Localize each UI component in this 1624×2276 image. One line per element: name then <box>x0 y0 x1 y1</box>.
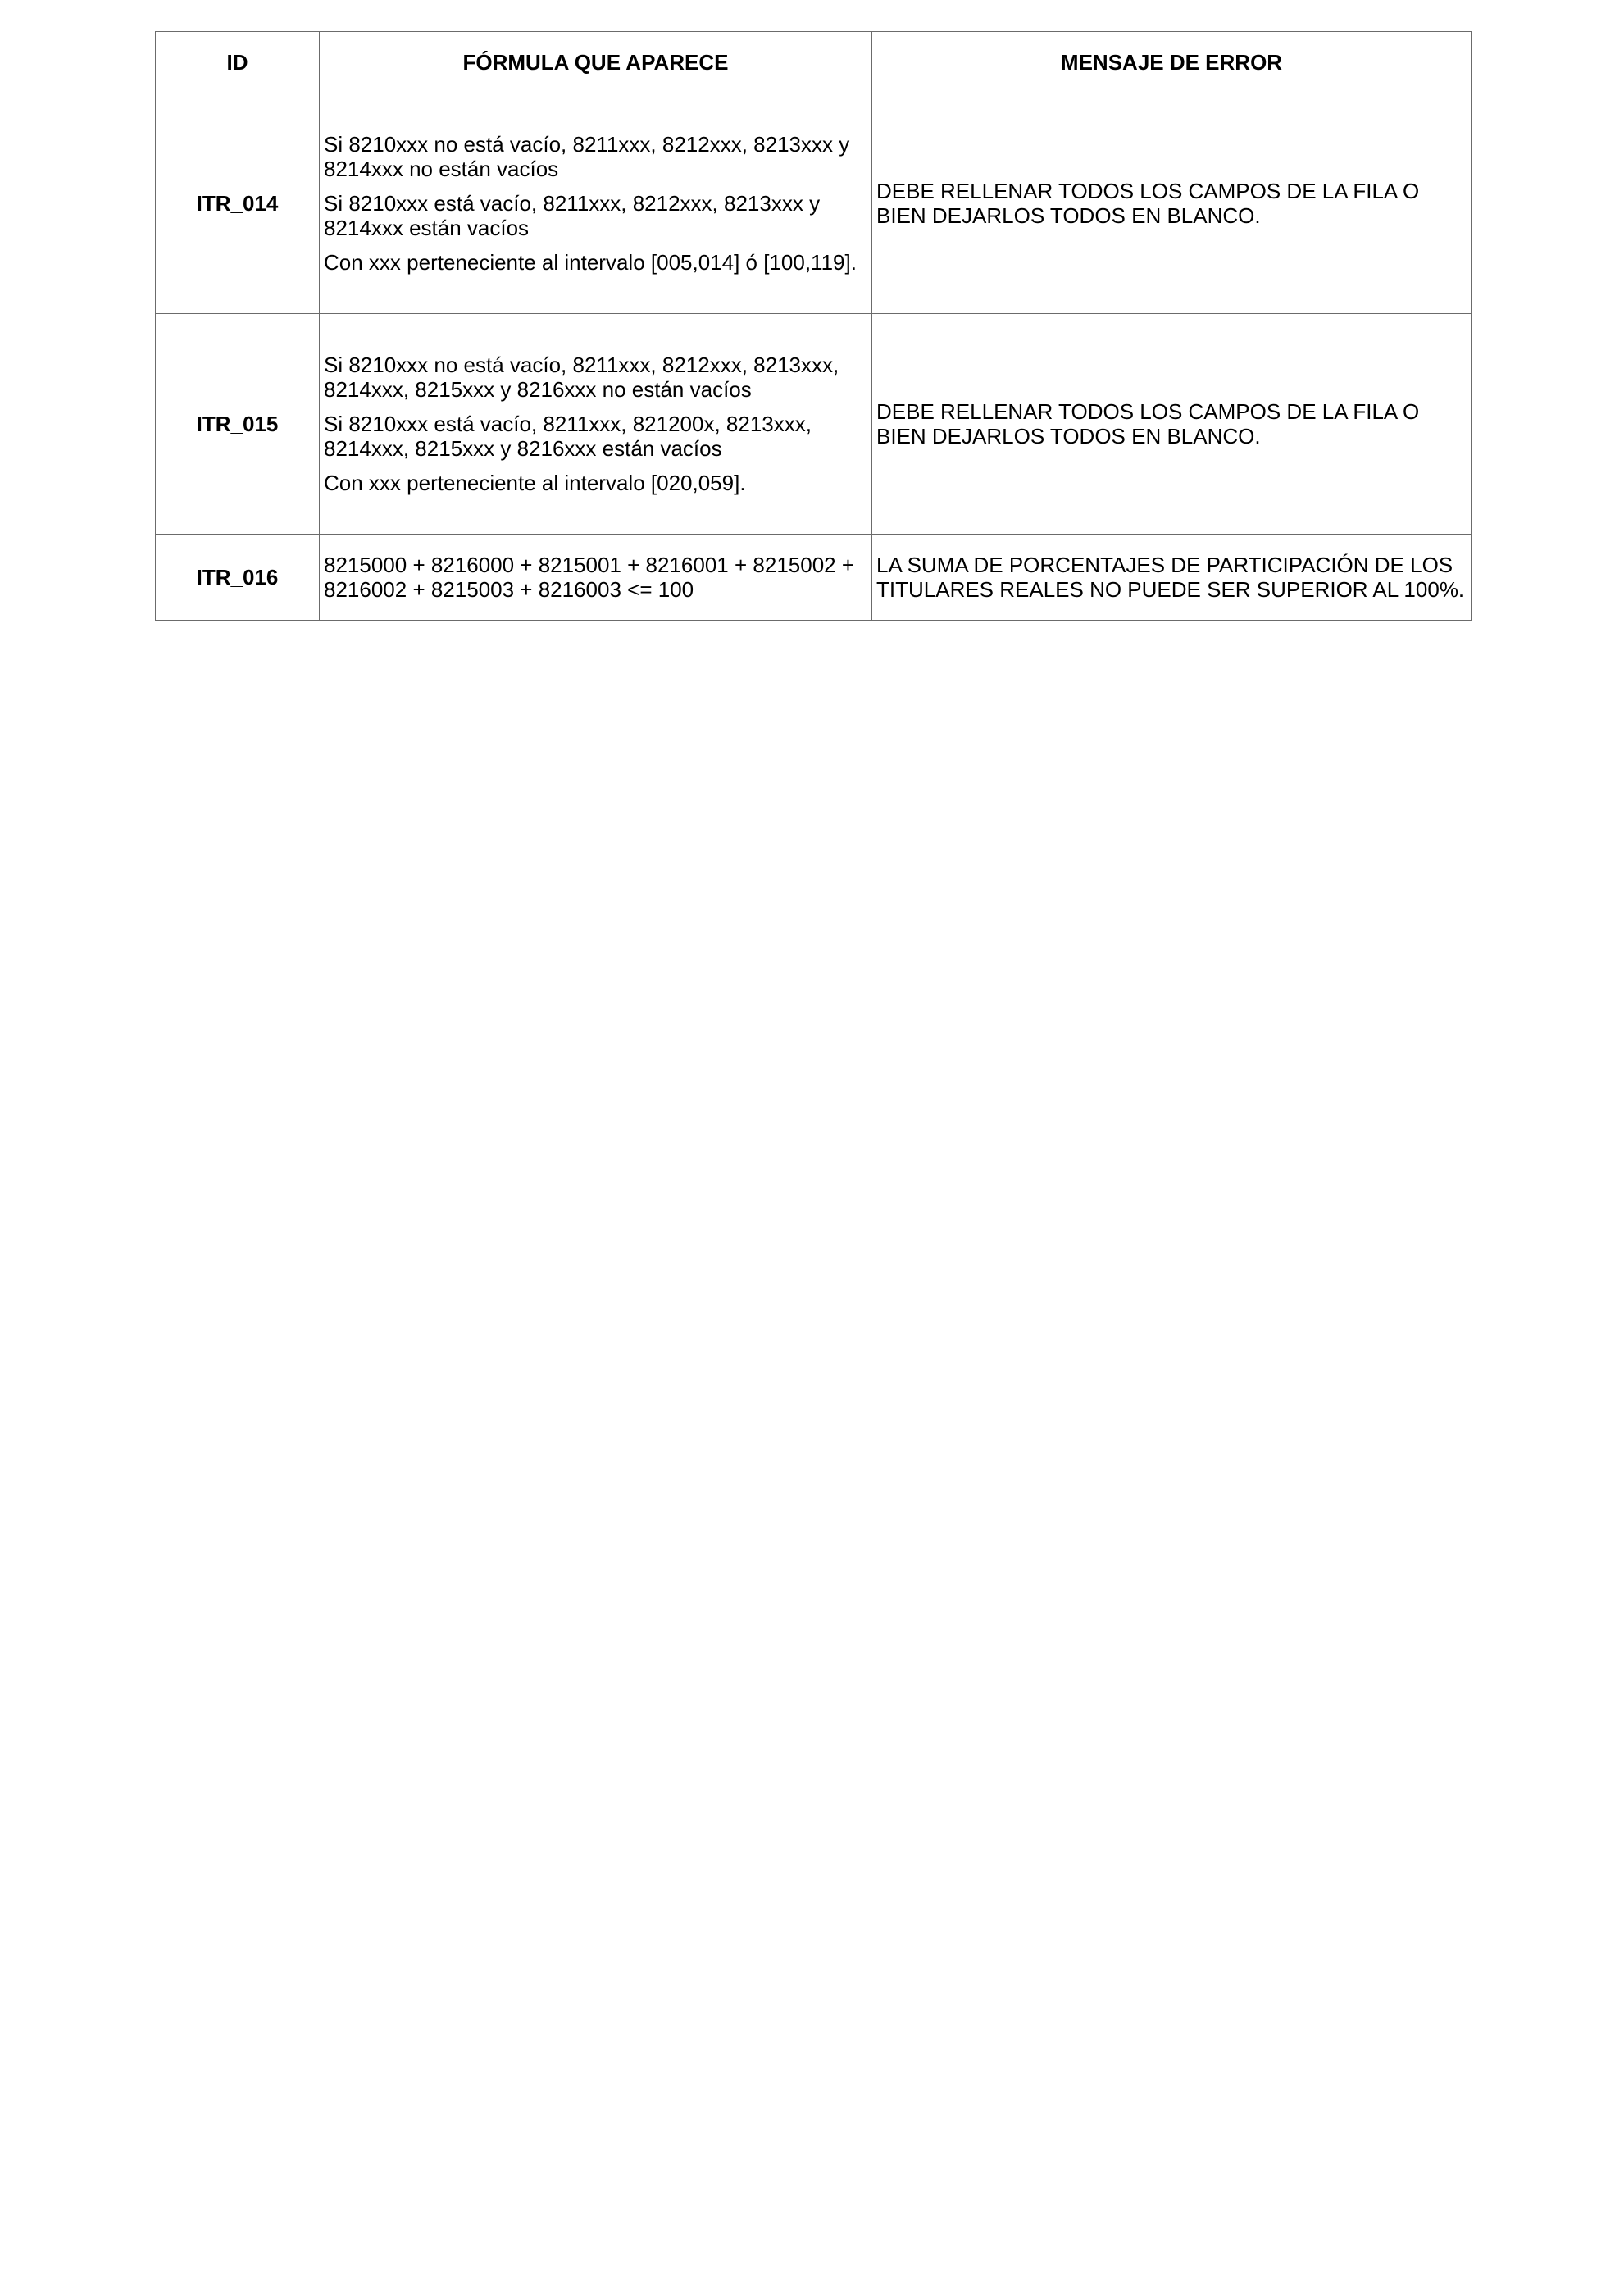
formula-line: Con xxx perteneciente al intervalo [005,014] ó [100,119]. <box>324 250 857 275</box>
formula-line: Con xxx perteneciente al intervalo [020,059]. <box>324 471 746 495</box>
formula-line: Si 8210xxx no está vacío, 8211xxx, 8212xxx, 8213xxx, 8214xxx, 8215xxx y 8216xxx no están vacíos <box>324 353 839 402</box>
formula-line: Si 8210xxx está vacío, 8211xxx, 8212xxx, 8213xxx y 8214xxx están vacíos <box>324 191 821 240</box>
rule-formula <box>320 314 872 535</box>
rule-id: ITR_015 <box>156 314 320 535</box>
error-message: DEBE RELLENAR TODOS LOS CAMPOS DE LA FILA O BIEN DEJARLOS TODOS EN BLANCO. <box>872 314 1472 535</box>
table-header-row <box>156 32 1472 93</box>
header-id: ID <box>156 32 320 93</box>
table-row <box>156 314 1472 535</box>
rule-id: ITR_014 <box>156 93 320 314</box>
rule-formula <box>320 535 872 621</box>
formula-line: Si 8210xxx no está vacío, 8211xxx, 8212xxx, 8213xxx y 8214xxx no están vacíos <box>324 132 850 181</box>
formula-line: 8215000 + 8216000 + 8215001 + 8216001 + 8215002 + 8216002 + 8215003 + 8216003 <= 100 <box>324 553 855 602</box>
formula-line: Si 8210xxx está vacío, 8211xxx, 821200x, 8213xxx, 8214xxx, 8215xxx y 8216xxx están vacíos <box>324 412 812 461</box>
rule-id: ITR_016 <box>156 535 320 621</box>
rule-formula <box>320 93 872 314</box>
header-formula: FÓRMULA QUE APARECE <box>320 32 872 93</box>
table-row <box>156 535 1472 621</box>
table-row <box>156 93 1472 314</box>
error-message: LA SUMA DE PORCENTAJES DE PARTICIPACIÓN DE LOS TITULARES REALES NO PUEDE SER SUPERIOR AL 100%. <box>872 535 1472 621</box>
validation-rules-table <box>155 31 1472 621</box>
error-message: DEBE RELLENAR TODOS LOS CAMPOS DE LA FILA O BIEN DEJARLOS TODOS EN BLANCO. <box>872 93 1472 314</box>
header-error-message: MENSAJE DE ERROR <box>872 32 1472 93</box>
